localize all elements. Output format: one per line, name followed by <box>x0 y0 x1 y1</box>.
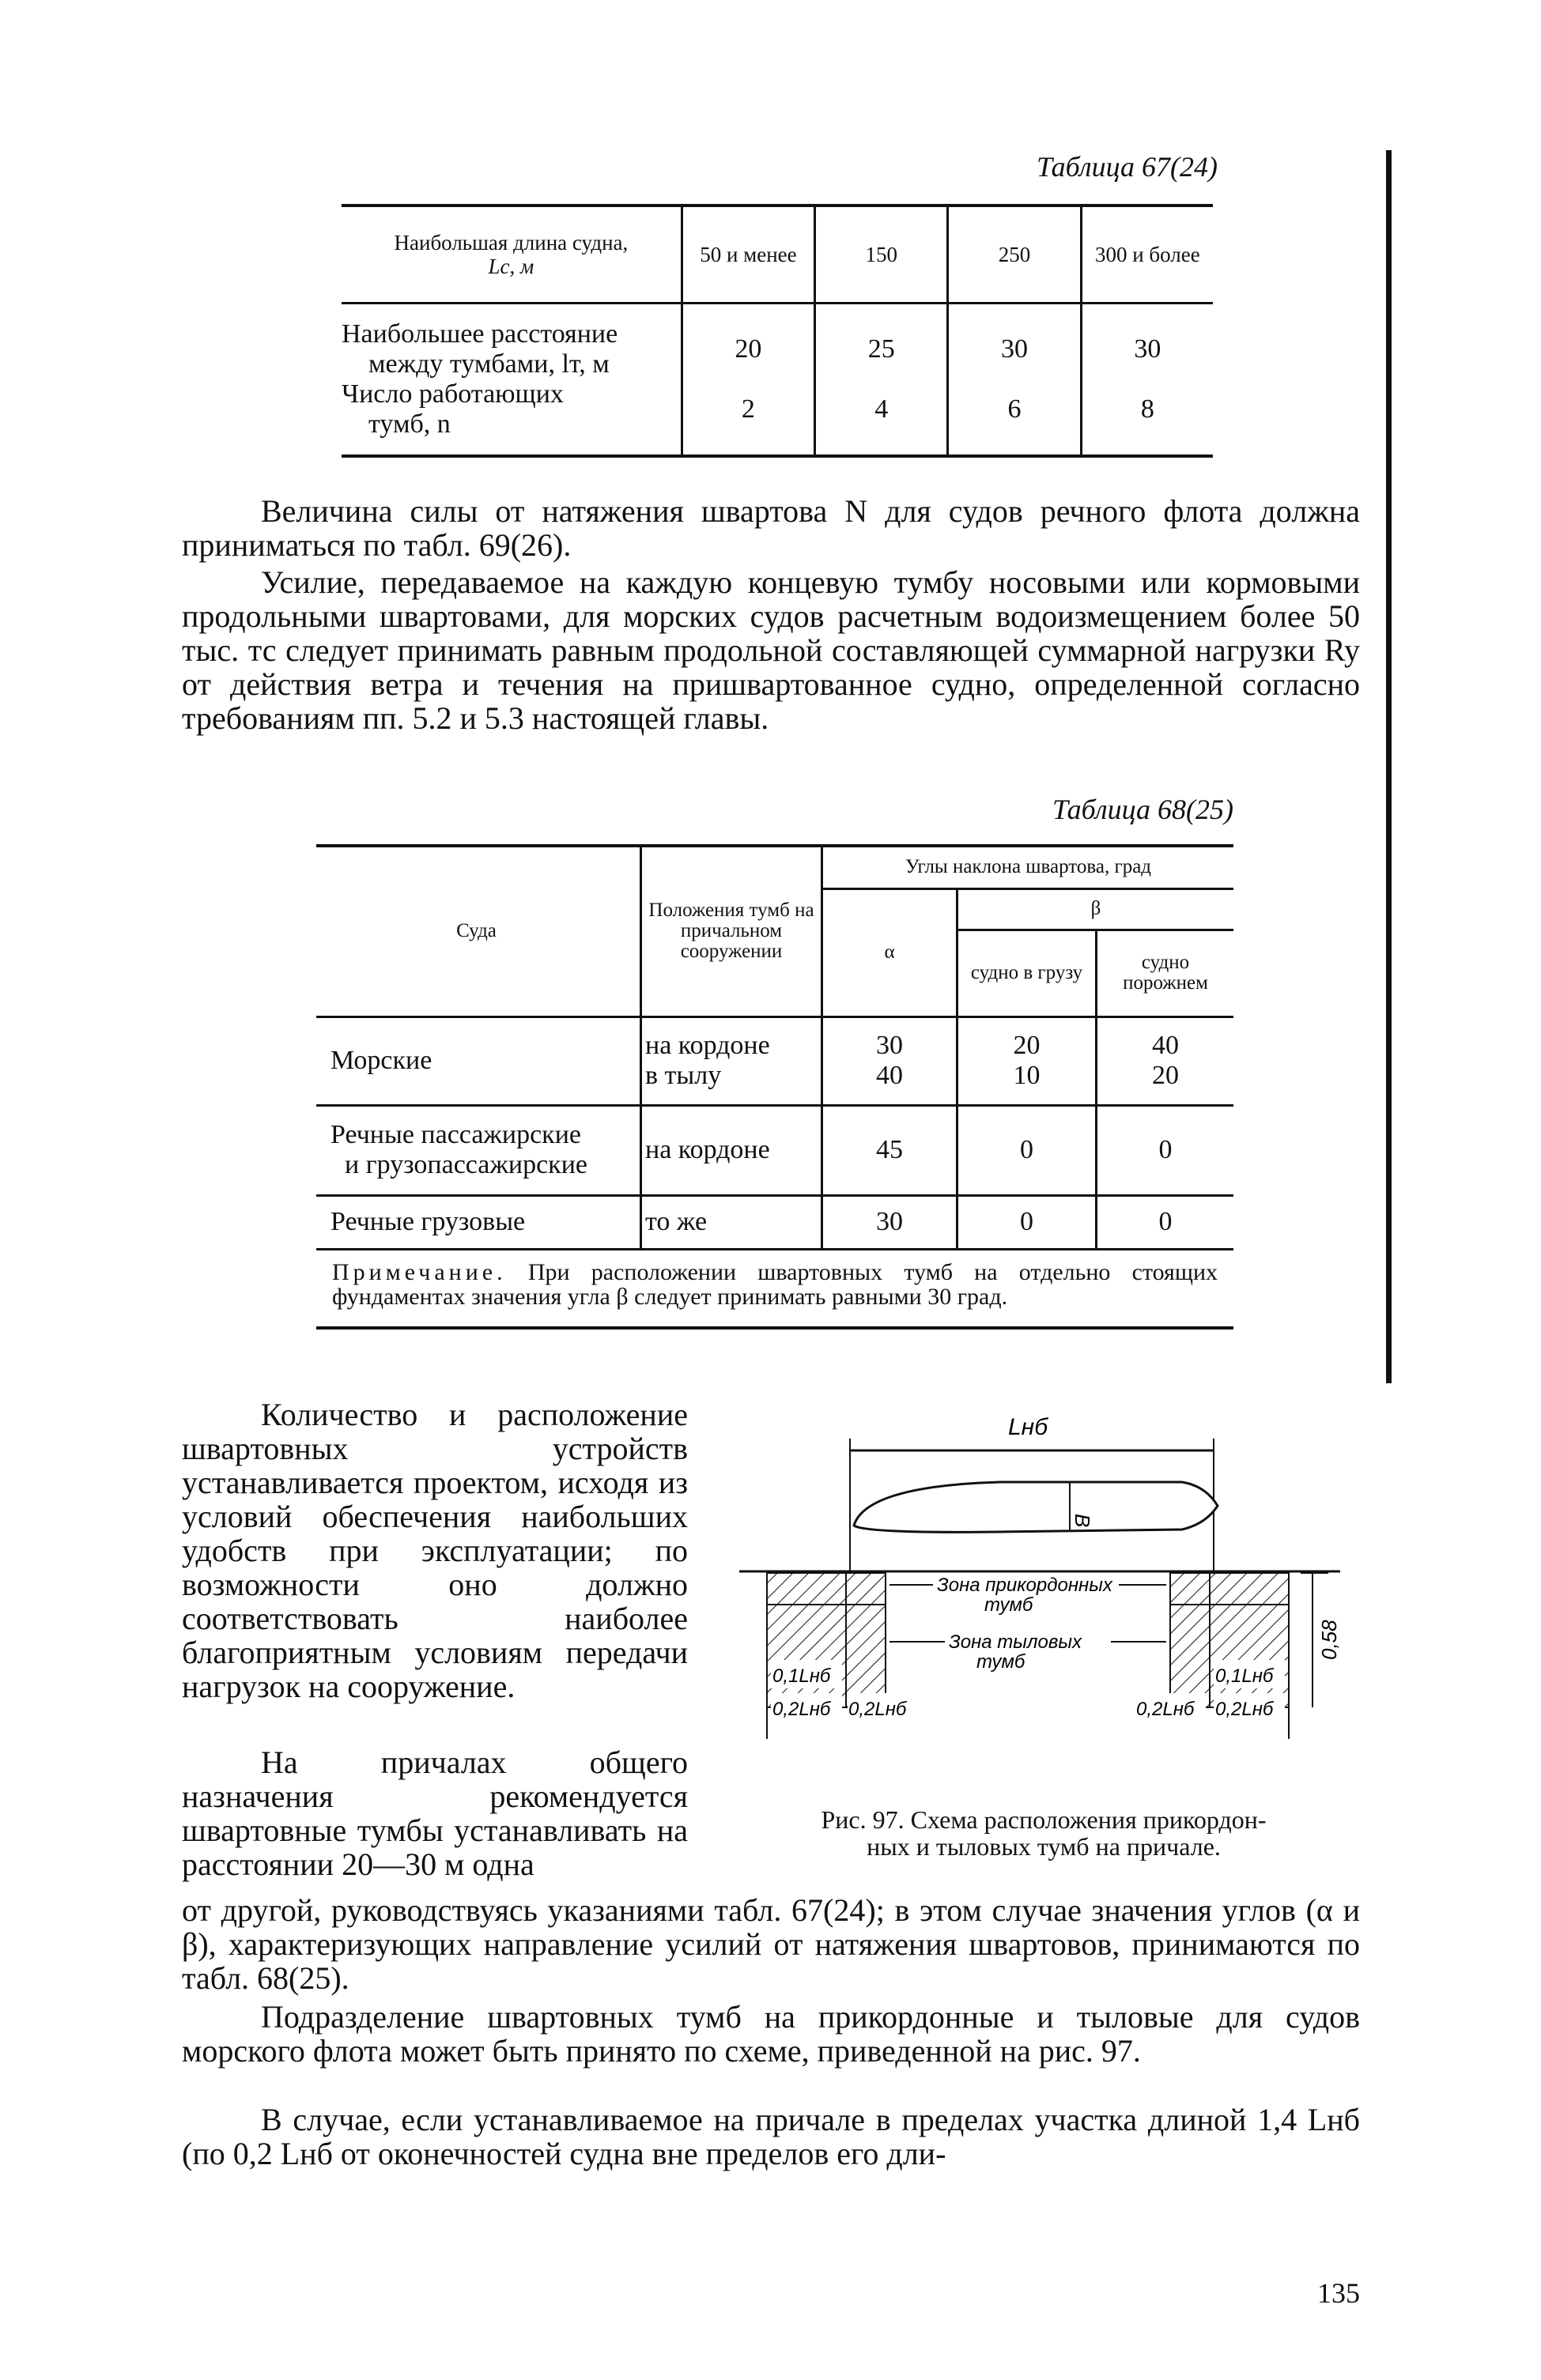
figure-97 <box>739 1407 1356 1778</box>
label-zone1-b: тумб <box>984 1594 1033 1616</box>
label-zone2-a: Зона тыловых <box>949 1631 1082 1653</box>
col-header: 150 <box>815 206 948 304</box>
cell <box>948 304 1081 457</box>
r3-loaded: 0 <box>957 1195 1097 1249</box>
hatch-block <box>767 1573 846 1605</box>
value: 10 <box>1013 1061 1041 1090</box>
page-number: 135 <box>1317 2277 1360 2309</box>
h-alpha: α <box>822 888 957 1016</box>
row1-label-2: между тумбами, lт, м <box>368 349 610 379</box>
hatch-block <box>1170 1573 1210 1605</box>
row-labels <box>342 304 682 457</box>
r2-pos: на кордоне <box>641 1105 822 1195</box>
cell <box>1081 304 1213 457</box>
hatch-block <box>767 1605 846 1707</box>
value: 8 <box>1140 394 1154 424</box>
r2-loaded: 0 <box>957 1105 1097 1195</box>
r1-loaded <box>957 1016 1097 1105</box>
value: 20 <box>735 334 762 364</box>
label-01-left: 0,1Lнб <box>772 1665 831 1687</box>
caption-line2: ных и тыловых тумб на причале. <box>867 1832 1221 1861</box>
paragraph-2: Усилие, передаваемое на каждую концевую тумбу носовыми или кормовыми продольными швартовами, для морских судов расчетным водоизмещением более 50 тыс. тс следует принимать равным продольной составляющей суммарной нагрузки Ry от действия ветра и течения на пришвартованное судно, определенной согласно требованиям пп. 5.2 и 5.3 настоящей главы. <box>182 564 1360 736</box>
label-B: B <box>1071 1514 1094 1528</box>
row1-label: Наибольшее расстояние <box>342 319 618 349</box>
table68 <box>316 844 1233 1330</box>
h-beta: β <box>957 888 1234 930</box>
h-loaded: судно в грузу <box>957 930 1097 1016</box>
value: 30 <box>876 1031 903 1060</box>
pos: на кордоне <box>645 1031 770 1060</box>
r3-alpha: 30 <box>822 1195 957 1249</box>
vessel-hull <box>854 1482 1218 1532</box>
head-label-line2: Lс, м <box>488 255 534 278</box>
figure-caption <box>727 1806 1360 1860</box>
label-02-left-b: 0,2Lнб <box>848 1699 907 1720</box>
paragraph-6: В случае, если устанавливаемое на причале в пределах участка длиной 1,4 Lнб (по 0,2 Lнб от оконечностей судна вне пределов его дли- <box>182 2102 1360 2171</box>
r1-empty <box>1097 1016 1234 1105</box>
col-header: 50 и менее <box>682 206 814 304</box>
label-01-right: 0,1Lнб <box>1215 1665 1274 1687</box>
margin-rule <box>1386 150 1392 1383</box>
value: 40 <box>1152 1031 1179 1060</box>
label-02-right-a: 0,2Lнб <box>1136 1699 1195 1720</box>
ship: Речные пассажирские <box>330 1120 581 1149</box>
paragraph-5: Подразделение швартовных тумб на прикордонные и тыловые для судов морского флота может быть принято по схеме, приведенной на рис. 97. <box>182 1999 1360 2069</box>
value: 20 <box>1013 1031 1041 1060</box>
value: 4 <box>874 394 889 424</box>
value: 2 <box>741 394 755 424</box>
value: 40 <box>876 1061 903 1090</box>
label-02-left-a: 0,2Lнб <box>772 1699 831 1720</box>
hatch-block <box>846 1605 886 1707</box>
r1-ship: Морские <box>316 1016 641 1105</box>
cell <box>815 304 948 457</box>
hatch-block <box>1210 1605 1289 1707</box>
label-02-right-b: 0,2Lнб <box>1215 1699 1274 1720</box>
h-position: Положения тумб на причальном сооружении <box>641 846 822 1016</box>
r3-pos: то же <box>641 1195 822 1249</box>
h-ships: Суда <box>316 846 641 1016</box>
r2-empty: 0 <box>1097 1105 1234 1195</box>
label-058: 0,58 <box>1317 1620 1341 1660</box>
hatch-block <box>1210 1573 1289 1605</box>
label-zone1-a: Зона прикордонных <box>937 1575 1112 1596</box>
r3-empty: 0 <box>1097 1195 1234 1249</box>
table68-note <box>316 1249 1233 1328</box>
table67-title: Таблица 67(24) <box>1036 151 1218 183</box>
value: 6 <box>1007 394 1022 424</box>
table68-title: Таблица 68(25) <box>1052 794 1233 825</box>
r3-ship: Речные грузовые <box>316 1195 641 1249</box>
paragraph-4: На причалах общего назначения рекомендуется швартовные тумбы устанавливать на расстоянии 20—30 м одна <box>182 1744 688 1882</box>
note-label: Примечание. <box>332 1258 507 1285</box>
value: 30 <box>1001 334 1028 364</box>
value: 30 <box>1134 334 1161 364</box>
note-text: При расположении швартовных тумб на отдельно стоящих фундаментах значения угла β следует принимать равными 30 град. <box>332 1258 1218 1310</box>
h-empty: судно порожнем <box>1097 930 1234 1016</box>
hatch-block <box>1170 1605 1210 1707</box>
r2-ship <box>316 1105 641 1195</box>
col-header: 250 <box>948 206 1081 304</box>
cell <box>682 304 814 457</box>
label-L: Lнб <box>1008 1414 1048 1440</box>
hatch-block <box>846 1573 886 1605</box>
value: 25 <box>867 334 895 364</box>
label-zone2-b: тумб <box>976 1651 1025 1673</box>
row2-label-2: тумб, n <box>368 409 451 439</box>
paragraph-3: Количество и расположение швартовных устройств устанавливается проектом, исходя из условий обеспечения наибольших удобств при эксплуатации; по возможности оно должно соответствовать наиболее благоприятным условиям передачи нагрузок на сооружение. <box>182 1397 688 1704</box>
col-header: 300 и более <box>1081 206 1213 304</box>
h-angles: Углы наклона швартова, град <box>822 846 1234 888</box>
ship: и грузопассажирские <box>345 1150 587 1179</box>
r1-alpha <box>822 1016 957 1105</box>
value: 20 <box>1152 1061 1179 1090</box>
paragraph-4-cont: от другой, руководствуясь указаниями табл. 67(24); в этом случае значения углов (α и β), характеризующих направление усилий от натяжения швартовов, принимаются по табл. 68(25). <box>182 1892 1360 1996</box>
r1-pos <box>641 1016 822 1105</box>
caption-line1: Рис. 97. Схема расположения прикордон- <box>821 1805 1267 1834</box>
paragraph-1: Величина силы от натяжения швартова N для судов речного флота должна приниматься по табл. 69(26). <box>182 493 1360 563</box>
table67 <box>342 204 1213 458</box>
table67-head-label <box>342 206 682 304</box>
row2-label: Число работающих <box>342 379 564 409</box>
r2-alpha: 45 <box>822 1105 957 1195</box>
pos: в тылу <box>645 1061 722 1090</box>
head-label-line1: Наибольшая длина судна, <box>394 231 629 255</box>
